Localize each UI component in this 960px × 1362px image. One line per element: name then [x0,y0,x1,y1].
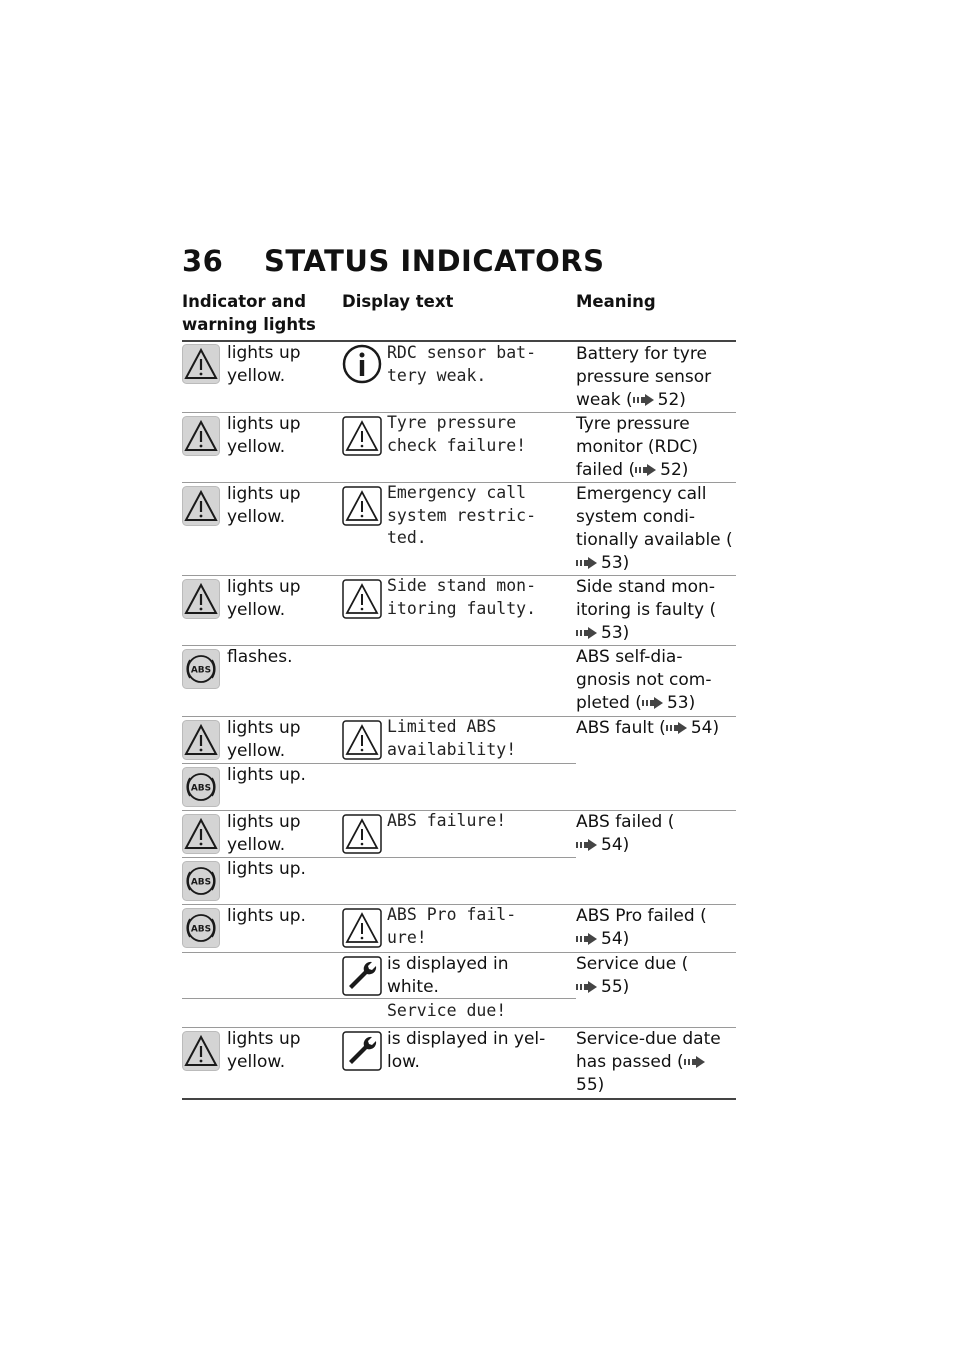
display-text-secondary: Service due! [387,1001,507,1020]
arrow-ref-icon [576,627,598,639]
display-text: ABS failure! [387,811,507,830]
meaning-text: Service due (55) [576,954,689,997]
indicator-text: lights up yellow. [227,718,301,761]
display-text: RDC sensor bat-tery weak. [387,343,537,385]
meaning-text: ABS failed (54) [576,812,675,855]
meaning-text: ABS Pro failed (54) [576,906,707,949]
row-divider [182,998,576,999]
column-header-display: Display text [342,292,454,311]
meaning-text: Side stand mon-itoring is faulty (53) [576,577,717,643]
warning-box-icon [342,908,382,948]
arrow-ref-icon [576,839,598,851]
display-text: is displayed in yel-low. [387,1029,546,1072]
arrow-ref-icon [576,933,598,945]
display-text: Emergency call system restric-ted. [387,483,537,547]
warning-triangle-icon [182,720,220,760]
display-text: ABS Pro fail-ure! [387,905,517,947]
abs-icon [182,908,220,948]
meaning-text: ABS self-dia-gnosis not com-pleted ( 53) [576,647,712,713]
row-divider [182,857,576,858]
warning-triangle-icon [182,579,220,619]
warning-triangle-icon [182,416,220,456]
warning-triangle-icon [182,1031,220,1071]
arrow-ref-icon [633,394,655,406]
abs-icon [182,767,220,807]
meaning-text: Battery for tyre pressure sensor weak ( 52) [576,344,712,410]
meaning-text: Tyre pressure monitor (RDC) failed ( 52) [576,414,698,480]
arrow-ref-icon [684,1056,706,1068]
column-header-indicator: Indicator and warning lights [182,292,316,334]
display-text: Limited ABS availability! [387,717,517,759]
arrow-ref-icon [576,981,598,993]
warning-triangle-icon [182,344,220,384]
indicator-text: lights up. [227,906,306,926]
indicator-text-secondary: lights up. [227,765,306,785]
warning-box-icon [342,814,382,854]
display-text: Side stand mon-itoring faulty. [387,576,537,618]
column-header-meaning: Meaning [576,292,656,311]
indicator-text: lights up yellow. [227,414,301,457]
indicator-text: lights up yellow. [227,484,301,527]
wrench-icon [342,956,382,996]
indicator-text: lights up yellow. [227,1029,301,1072]
indicator-text-secondary: lights up. [227,859,306,879]
abs-icon [182,861,220,901]
arrow-ref-icon [666,722,688,734]
info-icon [342,344,382,384]
arrow-ref-icon [576,557,598,569]
warning-box-icon [342,579,382,619]
warning-triangle-icon [182,814,220,854]
meaning-text: Emergency call system condi-tionally available (53) [576,484,733,573]
warning-box-icon [342,416,382,456]
arrow-ref-icon [642,697,664,709]
row-divider [182,763,576,764]
page-number: 36 [182,244,224,278]
indicator-text: flashes. [227,647,293,667]
arrow-ref-icon [635,464,657,476]
abs-icon [182,649,220,689]
warning-box-icon [342,720,382,760]
table-bottom-rule [182,1098,736,1100]
warning-triangle-icon [182,486,220,526]
page-title [182,244,604,278]
indicator-text: lights up yellow. [227,343,301,386]
wrench-icon [342,1031,382,1071]
indicator-text: lights up yellow. [227,577,301,620]
meaning-text: Service-due date has passed (55) [576,1029,721,1095]
display-text: Tyre pressure check failure! [387,413,527,455]
display-text: is displayed in white. [387,954,509,997]
indicator-text: lights up yellow. [227,812,301,855]
warning-box-icon [342,486,382,526]
chapter-title: STATUS INDICATORS [264,244,605,278]
meaning-text: ABS fault ( 54) [576,718,720,738]
